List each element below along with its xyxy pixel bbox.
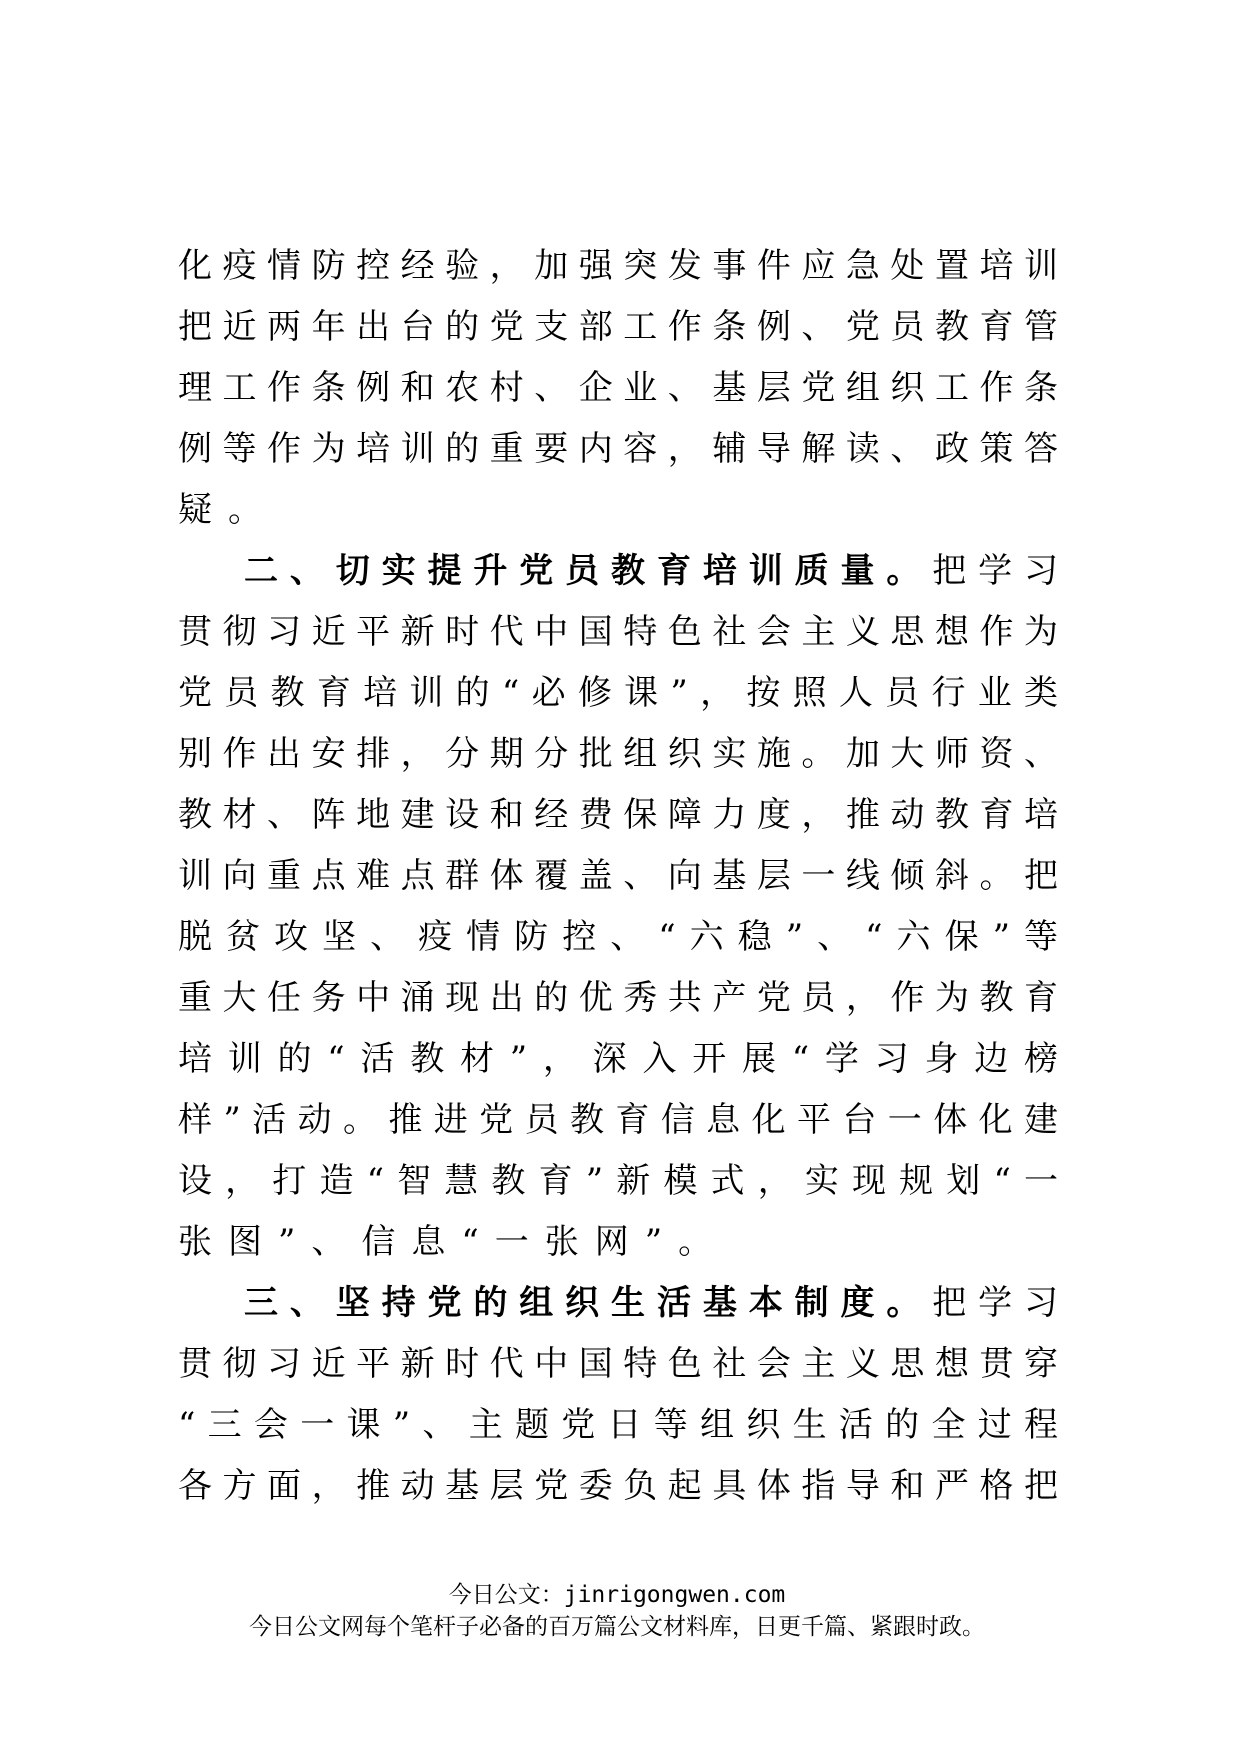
paragraph-line: 贯彻习近平新时代中国特色社会主义思想作为 — [178, 612, 1060, 652]
section-heading: 三、坚持党的组织生活基本制度。 — [244, 1283, 933, 1323]
section-heading-line — [178, 1273, 1060, 1334]
paragraph-line: 张图”、信息“一张网”。 — [178, 1222, 729, 1262]
paragraph-line: 化疫情防控经验，加强突发事件应急处置培训 — [178, 246, 1060, 286]
paragraph-line: 重大任务中涌现出的优秀共产党员，作为教育 — [178, 978, 1060, 1018]
paragraph-text: 把学习 — [932, 1283, 1060, 1323]
document-body — [178, 236, 1060, 1517]
footer-site-label: 今日公文： — [448, 1582, 564, 1608]
paragraph-line: 贯彻习近平新时代中国特色社会主义思想贯穿 — [178, 1344, 1060, 1384]
paragraph-line: 各方面，推动基层党委负起具体指导和严格把 — [178, 1466, 1060, 1506]
footer-site-link[interactable]: jinrigongwen.com — [563, 1582, 786, 1608]
paragraph-line: 脱贫攻坚、疫情防控、“六稳”、“六保”等 — [178, 917, 1060, 957]
paragraph-line: 疑。 — [178, 490, 278, 530]
section-heading-line — [178, 541, 1060, 602]
footer-site — [0, 1580, 1234, 1610]
paragraph-line: 别作出安排，分期分批组织实施。加大师资、 — [178, 734, 1060, 774]
paragraph-line: “三会一课”、主题党日等组织生活的全过程 — [178, 1405, 1060, 1445]
paragraph-text: 把学习 — [932, 551, 1060, 591]
paragraph-line: 样”活动。推进党员教育信息化平台一体化建 — [178, 1100, 1060, 1140]
section-heading: 二、切实提升党员教育培训质量。 — [244, 551, 933, 591]
paragraph-line: 把近两年出台的党支部工作条例、党员教育管 — [178, 307, 1060, 347]
paragraph-line: 党员教育培训的“必修课”，按照人员行业类 — [178, 673, 1060, 713]
paragraph-line: 训向重点难点群体覆盖、向基层一线倾斜。把 — [178, 856, 1060, 896]
paragraph-line: 设，打造“智慧教育”新模式，实现规划“一 — [178, 1161, 1060, 1201]
paragraph-line: 例等作为培训的重要内容，辅导解读、政策答 — [178, 429, 1060, 469]
paragraph-line: 理工作条例和农村、企业、基层党组织工作条 — [178, 368, 1060, 408]
paragraph-line: 培训的“活教材”，深入开展“学习身边榜 — [178, 1039, 1060, 1079]
footer-tagline: 今日公文网每个笔杆子必备的百万篇公文材料库，日更千篇、紧跟时政。 — [249, 1614, 985, 1640]
paragraph-line: 教材、阵地建设和经费保障力度，推动教育培 — [178, 795, 1060, 835]
